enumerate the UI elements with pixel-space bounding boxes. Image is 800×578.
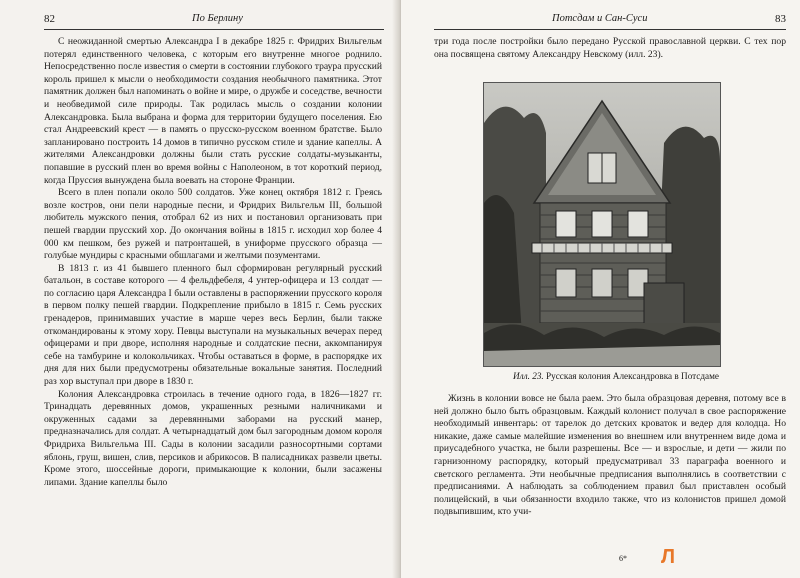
paragraph: Всего в плен попали около 500 солдатов. Уже конец октября 1812 г. Греясь возле костров, они пели народные песни, и Фридрих Вильгельм III, большой любитель мужского пения, отобрал 62 из них и постановил организовать при пешей гвардии прусский хор. До окончания войны в 1815 г. исходил хор более 4 000 км пешком, без ружей и патронташей, в униформе прусского образца — голубые мундиры с красными обшлагами и желтыми позументами. <box>44 187 382 262</box>
right-header-rule <box>434 29 786 30</box>
right-running-head: Потсдам и Сан-Суси <box>552 13 648 24</box>
right-top-text <box>434 36 786 61</box>
caption-text: Русская колония Александровка в Потсдаме <box>546 371 720 381</box>
paragraph: Жизнь в колонии вовсе не была раем. Это была образцовая деревня, потому все в ней должно было быть образцовым. Каждый колонист получал в свое распоряжение необходимый инвентарь: от тарелок до детских кроваток и ведер для колодца. Но никакие, даже самые малейшие изменения во внешнем или внутреннем виде дома и приусадебного участка, не были разрешены. Все — и взрослые, и дети — жили по гарнизонному распорядку, который предусматривал 33 параграфа военного и светского регламента. Эти необычные предписания выполнялись в соответствии с предписаниями. А наблюдать за соблюдением правил был приставлен особый полицейский, в чьи обязанности входило также, что из колонистов пришел домой подвыпившим, кто учи- <box>434 393 786 518</box>
left-body-text <box>44 36 382 489</box>
right-running-header <box>434 13 786 27</box>
paragraph: С неожиданной смертью Александра I в декабре 1825 г. Фридрих Вильгельм потерял единственного человека, с которым его внутренне многое роднило. Непосредственно после известия о смерти в состоянии глубокого траура прусский король пришел к мысли о необходимости создания необычного памятника. Этот памятник должен был напоминать о войне и мире, о дружбе и соседстве, вечности и необведимой силе природы. Так родилась мысль о создании колонии Александровка. Была выбрана и форма для территории будущего поселения. Ею стал Андреевский крест — в память о прусско-русском военном братстве. Было запланировано построить 14 домов в типично русском стиле и здание капеллы. А жителями Александровки должны были стать русские солдаты-музыканты, попавшие в русский плен во время войны с Наполеоном, в тот короткий период, когда Пруссия вынуждена была воевать на стороне Франции. <box>44 36 382 186</box>
photo-caption <box>446 371 786 381</box>
signature-mark: 6* <box>619 554 627 563</box>
caption-label: Илл. 23. <box>512 371 544 381</box>
paragraph: три года после постройки было передано Русской православной церкви. С тех пор она посвящена святому Александру Невскому (илл. 23). <box>434 36 786 60</box>
paragraph: Колония Александровка строилась в течение одного года, в 1826—1827 гг. Тринадцать деревянных домов, украшенных резными наличниками и окруженных садами за деревянными заборами на русский манер, предназначались для солдат. А четырнадцатый дом был загородным домом короля Фридриха Вильгельма III. Сады в колонии засадили разносортными сортами яблонь, груш, вишен, слив, персиков и абрикосов. В палисадниках развели цветы. Кроме этого, шоссейные дороги, примыкающие к колонии, были засажены липами. Здание капеллы было <box>44 388 382 488</box>
right-body-text <box>434 393 786 519</box>
paragraph: В 1813 г. из 41 бывшего пленного был сформирован регулярный русский батальон, в составе которого — 4 фельдфебеля, 4 унтер-офицера и 13 солдат — по согласию царя Александра I были оставлены в распоряжении прусского короля в первом полку пешей гвардии. Подкрепление прибыло в 1815 г. Семь русских гренадеров, принимавших участие в марше через весь Берлин, были также откомандированы к этому хору. Певцы выступали на музыкальных вечерах перед офицерами и при дворе, исполняя народные и солдатские песни, аккомпанируя себе на тамбурине и колокольчиках. Чтобы оставаться в форме, в распорядке их дня для них были предусмотрены обязательные вокальные занятия. Последний раз хор выступал при дворе в 1830 г. <box>44 262 382 388</box>
left-header-rule <box>44 29 384 30</box>
left-page <box>0 0 399 578</box>
right-page-number: 83 <box>775 13 786 25</box>
left-page-number: 82 <box>44 13 55 25</box>
photo-russian-colony-house <box>483 82 721 367</box>
left-running-head: По Берлину <box>192 13 243 24</box>
right-page <box>401 0 800 578</box>
left-running-header <box>44 13 384 27</box>
publisher-logo-icon: Л <box>660 545 676 568</box>
